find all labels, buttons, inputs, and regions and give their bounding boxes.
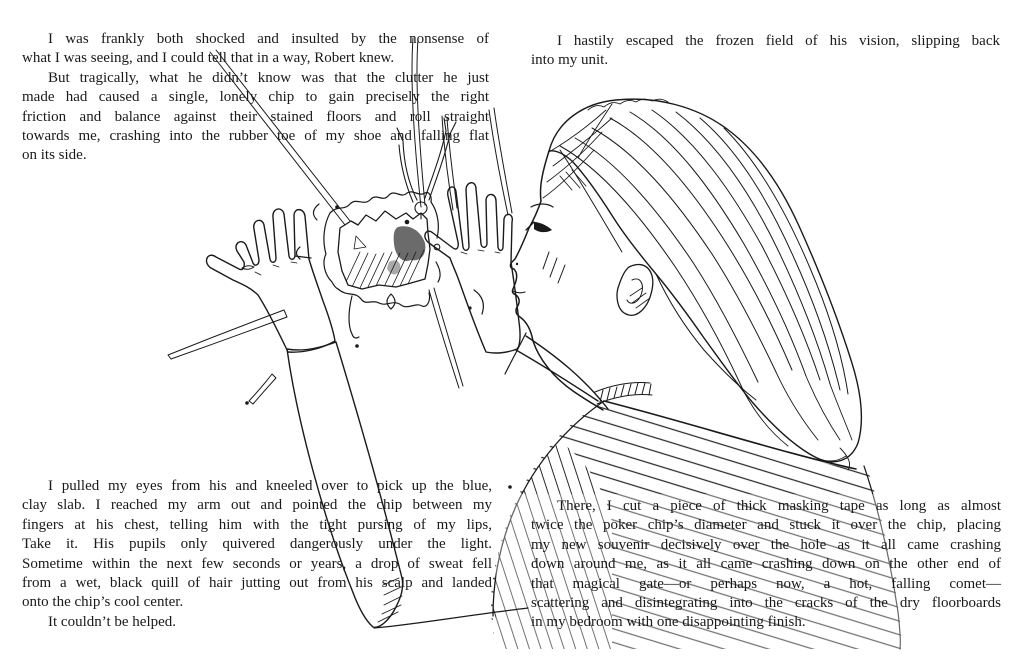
text-line: scattering and disintegrating into the cracks of the dry floorboards bbox=[531, 594, 1001, 611]
text-line: But tragically, what he didn’t know was that the clutter he just bbox=[48, 69, 489, 86]
text-line: what I was seeing, and I could tell that in a way, Robert knew. bbox=[22, 50, 395, 67]
text-line: Take it. His pupils only quivered dangerously under the light. bbox=[22, 536, 492, 553]
text-line: fingers at his chest, telling him with the tight pursing of my lips, bbox=[22, 516, 492, 533]
text-line: clay slab. I reached my arm out and pointed the chip between my bbox=[22, 497, 492, 514]
text-column-bottom-left bbox=[22, 477, 492, 632]
text-line: onto the chip’s cool center. bbox=[22, 594, 184, 611]
text-line: I was frankly both shocked and insulted by the nonsense of bbox=[48, 31, 489, 47]
text-column-top-left bbox=[22, 30, 489, 166]
text-column-top-right bbox=[531, 32, 1000, 71]
text-line: I pulled my eyes from his and kneeled over to pick up the blue, bbox=[48, 478, 492, 494]
text-line: that magical gate—or perhaps now, a hot, falling comet— bbox=[531, 575, 1001, 592]
girl-head-drawing bbox=[505, 151, 653, 410]
tape-drawing bbox=[338, 211, 430, 289]
text-line: twice the poker chip’s diameter and stuck it over the chip, placing bbox=[531, 517, 1001, 534]
ear-drawing bbox=[617, 264, 653, 315]
text-line: I hastily escaped the frozen field of his vision, slipping back bbox=[557, 33, 1000, 49]
text-line: down around me, as it all came crashing down on the other end of bbox=[531, 556, 1001, 573]
text-line: It couldn’t be helped. bbox=[48, 613, 177, 630]
text-line: friction and balance against their stained floors and roll straight bbox=[22, 108, 489, 125]
text-line: on its side. bbox=[22, 147, 87, 164]
text-line: into my unit. bbox=[531, 52, 609, 69]
left-hand-drawing bbox=[207, 209, 335, 352]
text-column-bottom-right bbox=[531, 497, 1001, 633]
text-line: There, I cut a piece of thick masking tape as long as almost bbox=[557, 498, 1001, 514]
text-line: Sometime within the next few seconds or years, a drop of sweat fell bbox=[22, 555, 492, 572]
text-line: from a wet, black quill of hair jutting out from his scalp and landed bbox=[22, 574, 492, 591]
text-line: my new souvenir decisively over the hole as it all came crashing bbox=[531, 536, 1001, 553]
text-line: made had caused a single, lonely chip to gain precisely the right bbox=[22, 89, 489, 106]
text-line: in my bedroom with one disappointing finish. bbox=[531, 614, 806, 631]
text-line: towards me, crashing into the rubber toe of my shoe and falling flat bbox=[22, 127, 489, 144]
